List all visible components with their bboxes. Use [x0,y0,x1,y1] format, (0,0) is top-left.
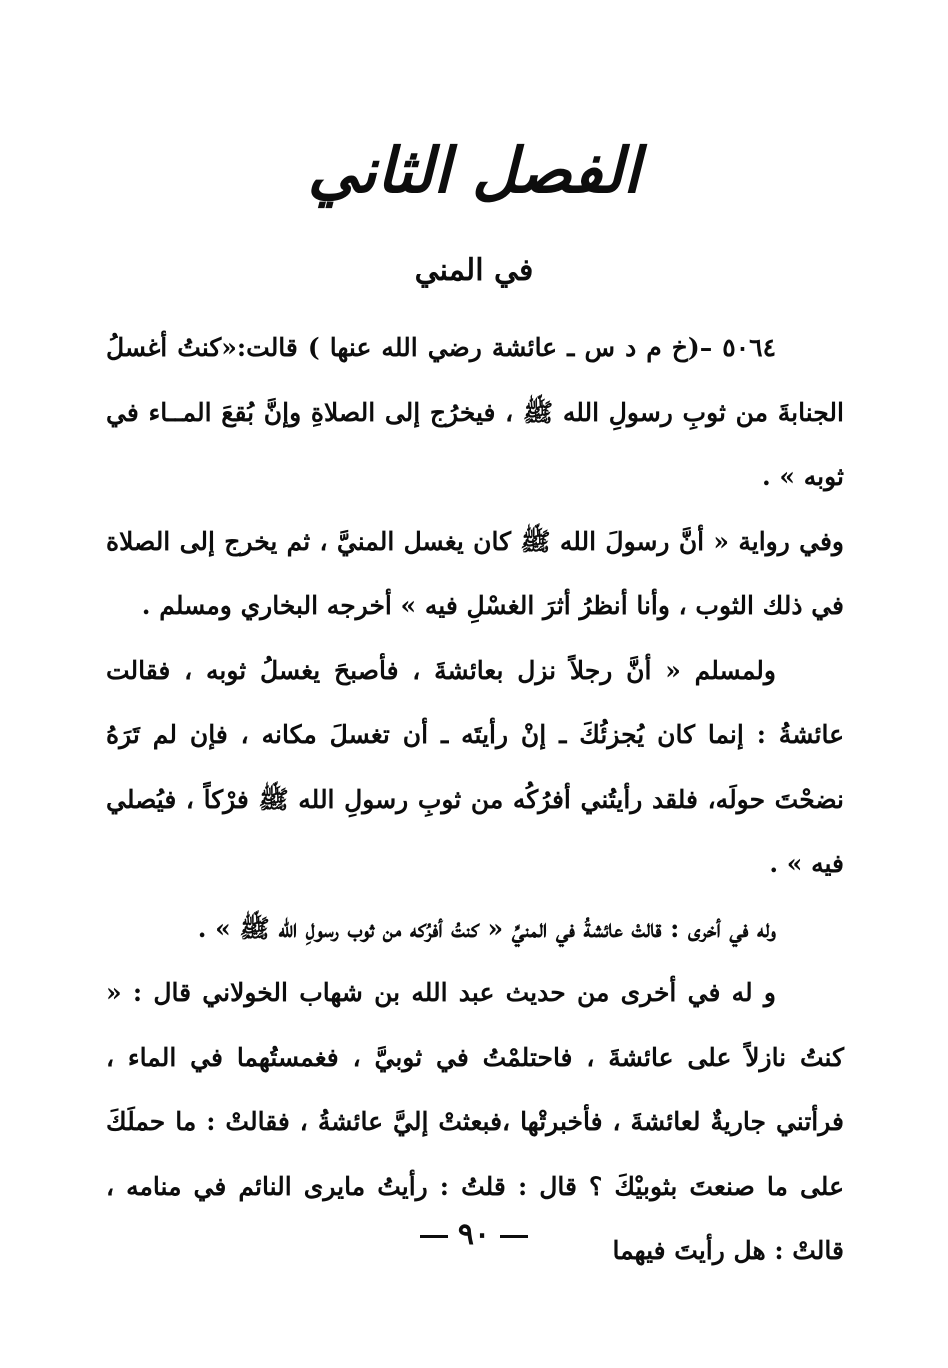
body-text [106,316,844,1284]
page-number-dash-left [500,1235,528,1238]
hadith-paragraph-2: وفي رواية « أنَّ رسولَ الله ﷺ كان يغسل المنيَّ ، ثم يخرج إلى الصلاة في ذلك الثوب ، وأنا أنظرُ أثرَ الغسْلِ فيه » أخرجه البخاري ومسلم . [106,526,844,620]
hadith-paragraph-5: و له في أخرى من حديث عبد الله بن شهاب الخولاني قال : « كنتُ نازلاً على عائشةَ ، فاحتلمْتُ في ثوبيَّ ، فغمستُهما في الماء ، فرأتني جاريةٌ لعائشةَ ، فأخبرتْها ،فبعثتْ إليَّ عائشةُ ، فقالتْ : ما حملَكَ على ما صنعتَ بثوبيْكَ ؟ قال : قلتُ : رأيتُ مايرى النائم في منامه ، قالتْ : هل رأيتَ فيهما [106,978,844,1265]
page-number: ٩٠ [457,1217,491,1252]
page-number-dash-right [420,1235,448,1238]
chapter-title: الفصل الثاني [307,134,641,207]
section-heading: في المني [414,253,534,288]
hadith-paragraph-3: ولمسلم « أنَّ رجلاً نزل بعائشةَ ، فأصبحَ يغسلُ ثوبه ، فقالت عائشةُ : إنما كان يُجزئُكَ ـ إنْ رأيتَه ـ أن تغسلَ مكانه ، فإن لم تَرَهُ نضحْتَ حولَه، فلقد رأيتُني أفرُكُه من ثوبِ رسولِ الله ﷺ فرْكاً ، فيُصلي فيه » . [106,655,844,878]
hadith-paragraph-4: وله في أخرى : قالتْ عائشةُ في المنيِّ « كنتُ أفرُكه من ثوب رسولِ الله ﷺ » . [197,913,776,943]
hadith-paragraph-1: ٥٠٦٤ –(خ م د س ـ عائشة رضي الله عنها ) قالت:«كنتُ أغسلُ الجنابةَ من ثوبِ رسولِ الله ﷺ ، فيخرُج إلى الصلاةِ وإنَّ بُقعَ المــاء في ثوبه » . [106,333,844,491]
page-number-footer [0,1217,948,1252]
